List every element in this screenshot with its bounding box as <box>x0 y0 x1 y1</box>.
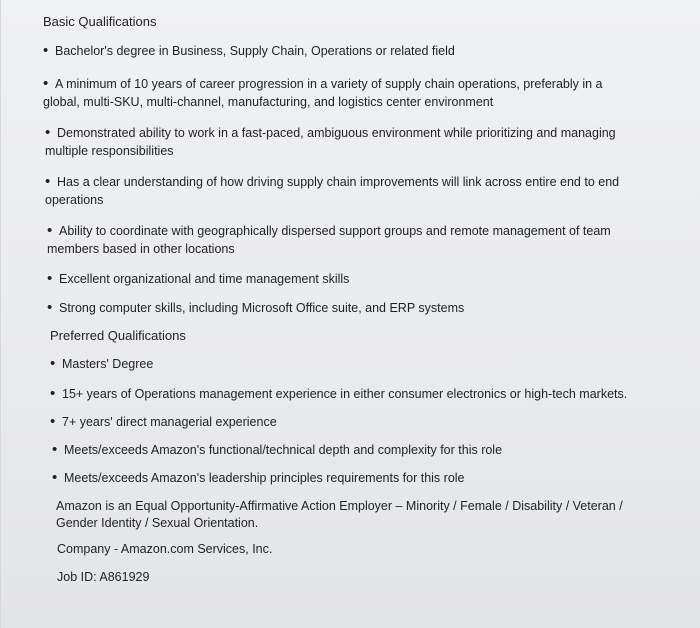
basic-item-6-line-1: • Excellent organizational and time management skills <box>47 270 349 288</box>
basic-item-4-line-1: • Has a clear understanding of how driving supply chain improvements will link across entire end to end <box>45 173 619 191</box>
preferred-item-5-line-1: • Meets/exceeds Amazon's leadership principles requirements for this role <box>52 469 465 487</box>
basic-item-3-line-2: multiple responsibilities <box>45 144 174 158</box>
basic-item-1-line-1: • Bachelor's degree in Business, Supply Chain, Operations or related field <box>43 42 455 60</box>
company-line: Company - Amazon.com Services, Inc. <box>57 542 273 556</box>
basic-item-2-line-2: global, multi-SKU, multi-channel, manufacturing, and logistics center environment <box>43 95 494 109</box>
basic-item-5-line-2: members based in other locations <box>47 242 235 256</box>
preferred-item-4-line-1: • Meets/exceeds Amazon's functional/technical depth and complexity for this role <box>52 441 502 459</box>
basic-qualifications-heading: Basic Qualifications <box>43 14 157 29</box>
job-id-line: Job ID: A861929 <box>57 570 150 584</box>
preferred-qualifications-heading: Preferred Qualifications <box>50 328 186 343</box>
basic-item-2-line-1: • A minimum of 10 years of career progression in a variety of supply chain operations, preferably in a <box>43 75 603 93</box>
basic-item-4-line-2: operations <box>45 193 104 207</box>
preferred-item-2-line-1: • 15+ years of Operations management experience in either consumer electronics or high-tech markets. <box>50 385 627 403</box>
page-edge <box>0 0 1 628</box>
preferred-item-3-line-1: • 7+ years' direct managerial experience <box>50 413 277 431</box>
basic-item-7-line-1: • Strong computer skills, including Microsoft Office suite, and ERP systems <box>47 299 464 317</box>
basic-item-3-line-1: • Demonstrated ability to work in a fast-paced, ambiguous environment while prioritizing and managing <box>45 124 616 142</box>
basic-item-5-line-1: • Ability to coordinate with geographically dispersed support groups and remote management of team <box>47 222 611 240</box>
eeo-statement-line-2: Gender Identity / Sexual Orientation. <box>56 516 259 530</box>
preferred-item-1-line-1: • Masters' Degree <box>50 355 153 373</box>
eeo-statement-line-1: Amazon is an Equal Opportunity-Affirmative Action Employer – Minority / Female / Disability / Veteran / <box>56 499 623 513</box>
